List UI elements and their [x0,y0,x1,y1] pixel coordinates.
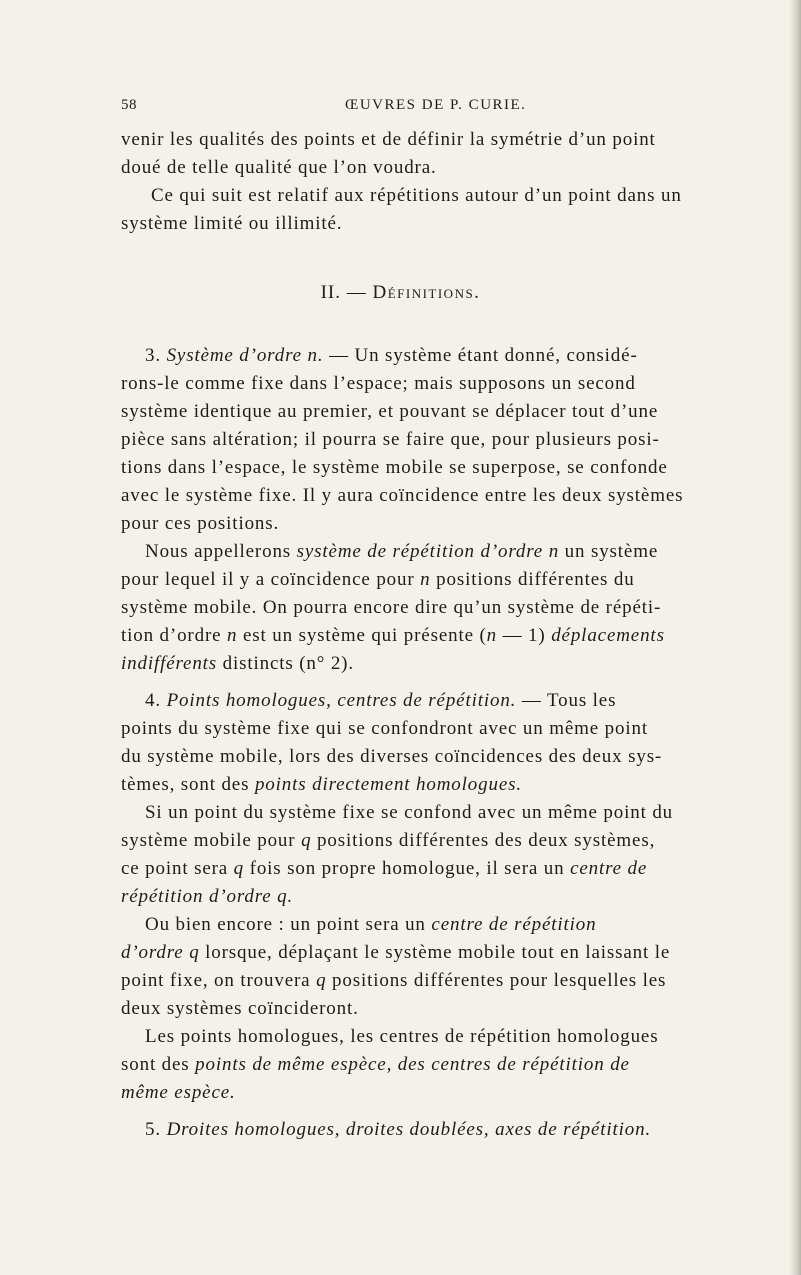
emphasis: q [316,970,327,991]
emphasis: déplacements [551,625,665,646]
section-numeral: II. — [320,282,367,303]
text-line: Si un point du système fixe se confond avec un même point du [145,802,674,823]
text-line: point fixe, on trouvera q positions différentes pour lesquelles les [121,970,667,991]
text-line: ce point sera q fois son propre homologue, il sera un centre de [121,858,648,879]
text-line [121,1079,764,1107]
section-title: Définitions. [372,282,481,303]
text-line: pour lequel il y a coïncidence pour n positions différentes du [121,569,635,590]
running-header [121,97,761,119]
text-line: tion d’ordre n est un système qui présente (n — 1) déplacements [121,625,665,646]
emphasis: système de répétition d’ordre n [296,541,560,562]
text-line [121,883,764,911]
text-line: points du système fixe qui se confondront avec un même point [121,718,648,739]
paragraph-number: 4. [145,690,161,711]
emphasis: répétition d’ordre q. [121,886,294,907]
paragraph-title: Système d’ordre n. [166,345,324,366]
text-line: tèmes, sont des points directement homologues. [121,774,522,795]
text-line: venir les qualités des points et de définir la symétrie d’un point [121,129,656,150]
section-heading [0,282,801,304]
paragraph-title: Droites homologues, droites doublées, axes de répétition. [166,1119,652,1140]
text-line: d’ordre q lorsque, déplaçant le système mobile tout en laissant le [121,942,671,963]
text-line: système mobile pour q positions différentes des deux systèmes, [121,830,656,851]
running-title: ŒUVRES DE P. CURIE. [345,97,527,113]
emphasis: q [233,858,245,879]
paragraph-number: 5. [145,1119,161,1140]
text-line: pièce sans altération; il pourra se faire que, pour plusieurs posi- [121,429,660,450]
emphasis: n [227,625,238,646]
paragraph-title: Points homologues, centres de répétition. [166,690,517,711]
text-line: sont des points de même espèce, des centres de répétition de [121,1054,630,1075]
text-line: Nous appellerons système de répétition d’ordre n un système [145,541,659,562]
text-line: Ou bien encore : un point sera un centre de répétition [145,914,597,935]
emphasis: centre de répétition [431,914,597,935]
text-line: système limité ou illimité. [121,213,343,234]
text-line: Les points homologues, les centres de répétition homologues [145,1026,659,1047]
page-edge-shadow [789,0,801,1275]
body-text [121,342,764,1144]
text-line: système identique au premier, et pouvant se déplacer tout d’une [121,401,659,422]
emphasis: même espèce. [121,1082,236,1103]
page-number: 58 [121,97,137,113]
text-line: deux systèmes coïncideront. [121,998,359,1019]
text-line: du système mobile, lors des diverses coïncidences des deux sys- [121,746,663,767]
text-line: indifférents distincts (n° 2). [121,653,354,674]
emphasis: centre de [570,858,648,879]
emphasis: d’ordre q [121,942,200,963]
emphasis: indifférents [121,653,218,674]
text-line: Ce qui suit est relatif aux répétitions autour d’un point dans un [151,185,682,206]
paragraph-number: 3. [145,345,161,366]
paragraph-3-first-line: 3. Système d’ordre n. — Un système étant donné, considé- [145,345,638,366]
text-line: tions dans l’espace, le système mobile se superpose, se confonde [121,457,668,478]
text-line: système mobile. On pourra encore dire qu’un système de répéti- [121,597,662,618]
emphasis: n [486,625,497,646]
emphasis: points directement homologues. [254,774,522,795]
emphasis: q [301,830,312,851]
text-line: pour ces positions. [121,513,280,534]
paragraph-4-first-line: 4. Points homologues, centres de répétition. — Tous les [145,690,617,711]
emphasis: n [420,569,431,590]
text-line: doué de telle qualité que l’on voudra. [121,157,437,178]
intro-paragraph [121,126,764,238]
paragraph-5-first-line [121,1116,764,1144]
text-line: rons-le comme fixe dans l’espace; mais supposons un second [121,373,636,394]
emphasis: points de même espèce, des centres de répétition de [195,1054,630,1075]
text-line: avec le système fixe. Il y aura coïncidence entre les deux systèmes [121,485,684,506]
